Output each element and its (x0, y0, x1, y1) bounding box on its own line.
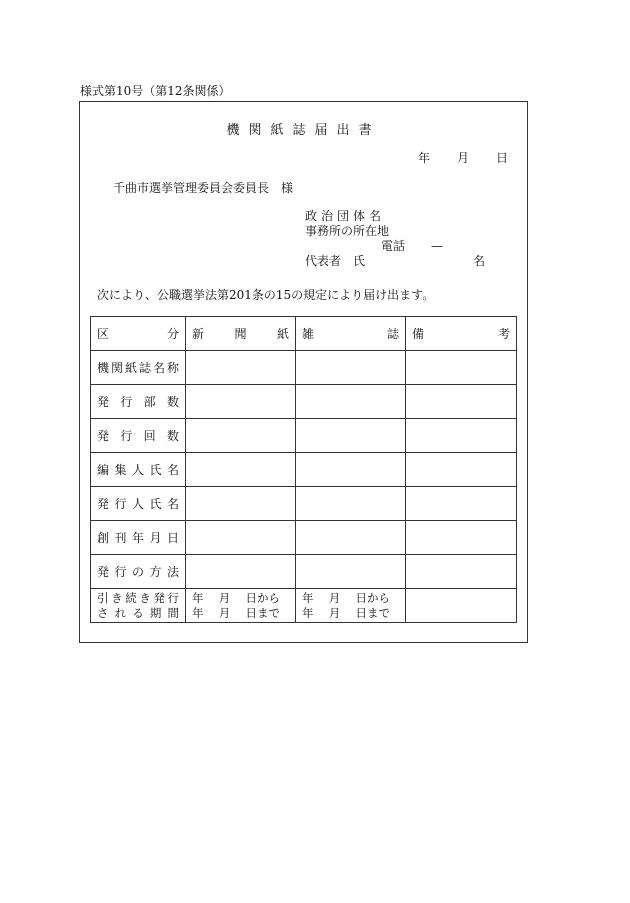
remarks-cell[interactable] (406, 351, 517, 385)
table-row (91, 351, 517, 385)
addressee: 千曲市選挙管理委員会委員長 様 (113, 181, 294, 195)
table-row (91, 487, 517, 521)
representative-name-suffix: 名 (473, 254, 486, 268)
remarks-cell[interactable] (406, 555, 517, 589)
remarks-cell[interactable] (406, 453, 517, 487)
magazine-cell[interactable] (296, 487, 406, 521)
magazine-cell[interactable] (296, 385, 406, 419)
notification-table (90, 316, 517, 623)
statement: 次により、公職選挙法第201条の15の規定により届け出ます。 (97, 288, 435, 302)
form-title: 機関紙誌届出書 (226, 123, 381, 138)
date-year: 年 (418, 151, 431, 165)
remarks-period-cell[interactable] (406, 589, 517, 623)
date-line (418, 149, 508, 166)
header-category: 区 分 (91, 317, 186, 351)
newspaper-cell[interactable] (186, 521, 296, 555)
remarks-cell[interactable] (406, 385, 517, 419)
row-label: 発行人氏名 (91, 487, 186, 521)
row-label: 編集人氏名 (91, 453, 186, 487)
newspaper-cell[interactable] (186, 419, 296, 453)
newspaper-cell[interactable] (186, 453, 296, 487)
organization-block (305, 209, 486, 269)
row-label: 創刊年月日 (91, 521, 186, 555)
table-row (91, 385, 517, 419)
table-row (91, 453, 517, 487)
row-label: 発行の方法 (91, 555, 186, 589)
magazine-cell[interactable] (296, 555, 406, 589)
newspaper-cell[interactable] (186, 555, 296, 589)
representative-label: 代表者 氏 (305, 254, 366, 268)
phone-dash: — (431, 239, 443, 253)
table-row (91, 555, 517, 589)
date-month: 月 (456, 151, 469, 165)
row-label: 発行回数 (91, 419, 186, 453)
representative-row (305, 254, 486, 269)
newspaper-cell[interactable] (186, 385, 296, 419)
date-day: 日 (495, 151, 508, 165)
period-row (91, 589, 517, 623)
table-row (91, 419, 517, 453)
table-header-row (91, 317, 517, 351)
newspaper-period-cell[interactable]: 年 月 日から 年 月 日まで (186, 589, 296, 623)
header-remarks: 備 考 (406, 317, 517, 351)
header-newspaper: 新 聞 紙 (186, 317, 296, 351)
org-name-label: 政治団体名 (305, 209, 386, 223)
magazine-cell[interactable] (296, 521, 406, 555)
table-row (91, 521, 517, 555)
form-frame (79, 101, 528, 643)
row-label: 発行部数 (91, 385, 186, 419)
phone-row (305, 239, 443, 254)
header-magazine: 雑 誌 (296, 317, 406, 351)
row-label: 機関紙誌名称 (91, 351, 186, 385)
magazine-period-cell[interactable]: 年 月 日から 年 月 日まで (296, 589, 406, 623)
newspaper-cell[interactable] (186, 487, 296, 521)
phone-label: 電話 (381, 239, 406, 253)
newspaper-cell[interactable] (186, 351, 296, 385)
remarks-cell[interactable] (406, 487, 517, 521)
office-address-label: 事務所の所在地 (305, 224, 390, 238)
remarks-cell[interactable] (406, 419, 517, 453)
magazine-cell[interactable] (296, 453, 406, 487)
remarks-cell[interactable] (406, 521, 517, 555)
form-number: 様式第10号（第12条関係） (80, 84, 231, 98)
magazine-cell[interactable] (296, 351, 406, 385)
period-label: 引き続き発行 される期間 (91, 589, 186, 623)
magazine-cell[interactable] (296, 419, 406, 453)
